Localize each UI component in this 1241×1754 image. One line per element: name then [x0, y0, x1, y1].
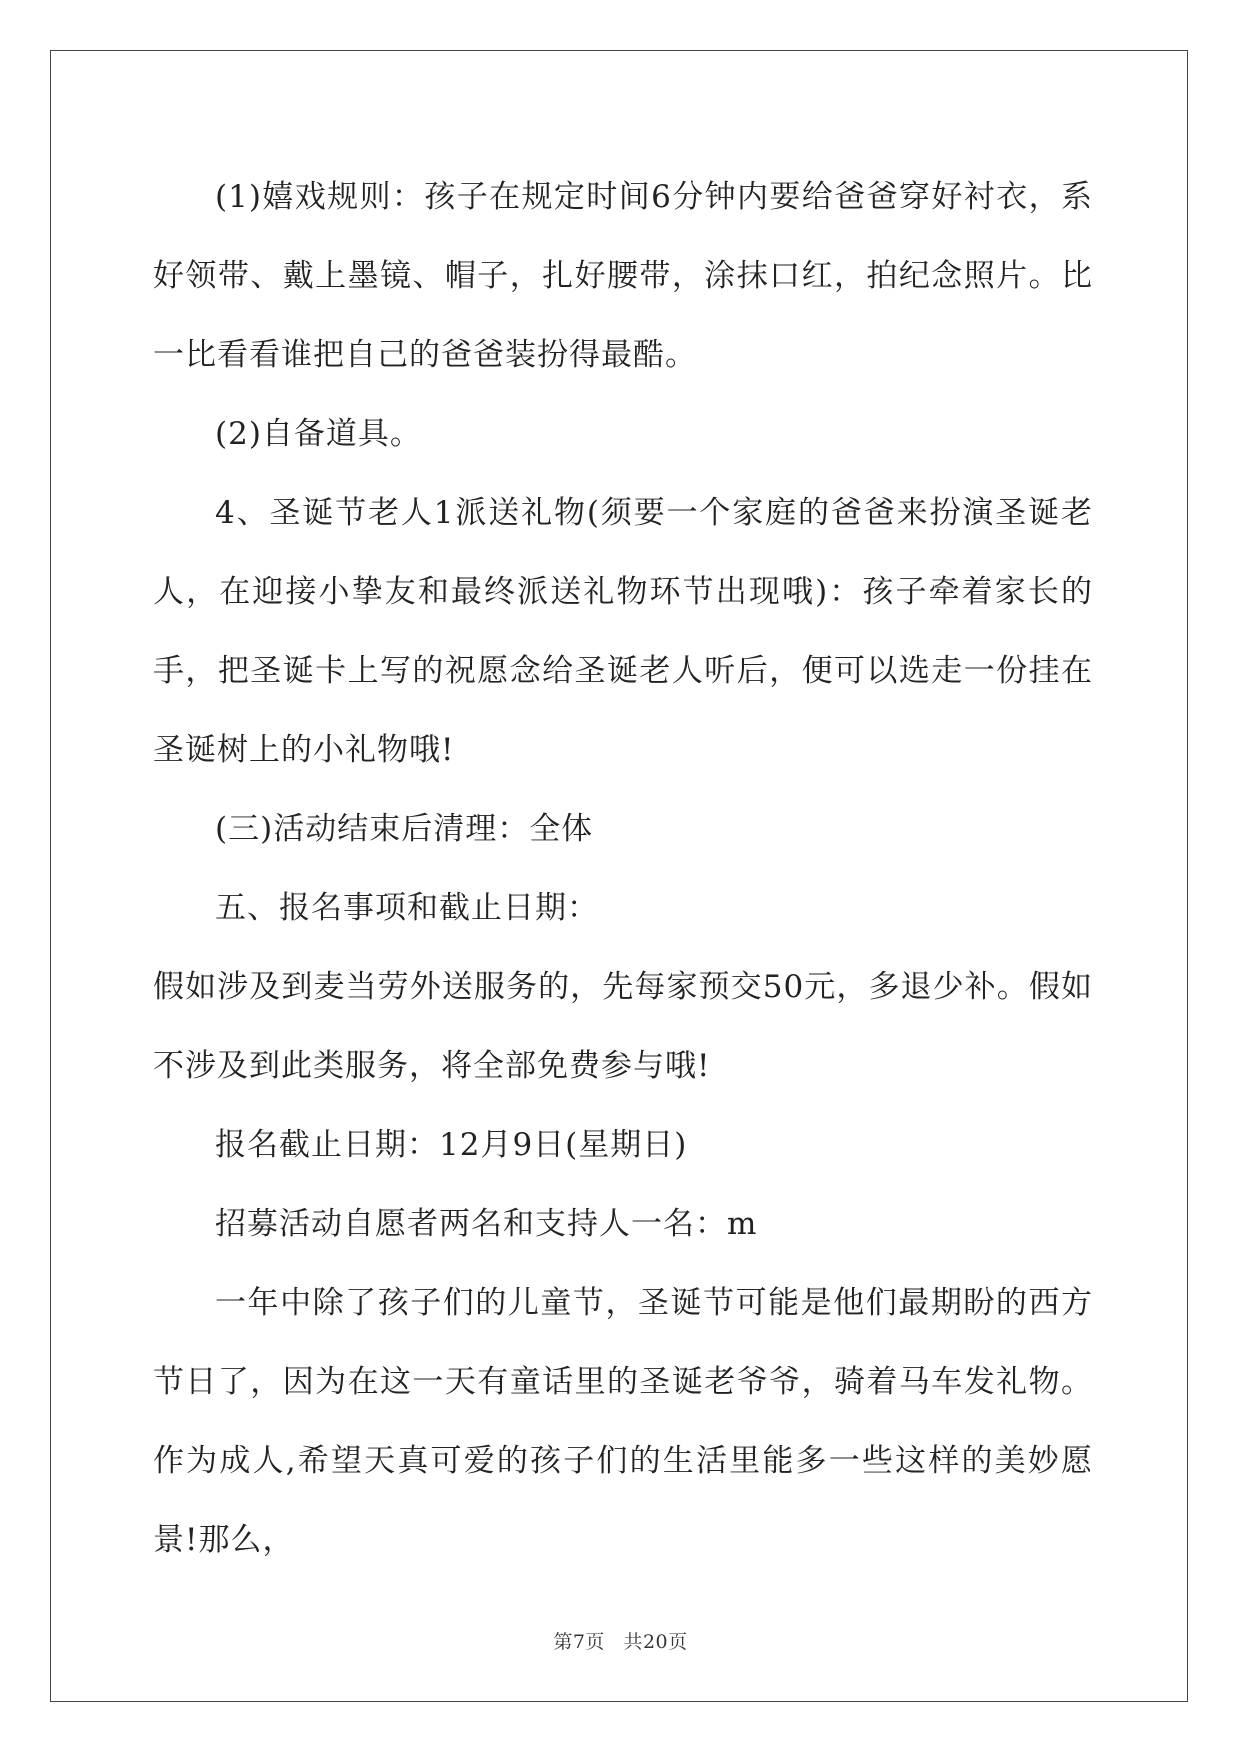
paragraph-registration-heading: 五、报名事项和截止日期：	[215, 890, 599, 926]
document-body	[153, 158, 1093, 1580]
page-number: 第7页	[553, 1631, 605, 1653]
paragraph-delivery-fee: 假如涉及到麦当劳外送服务的，先每家预交50元，多退少补。假如不涉及到此类服务，将全部免费参与哦!	[153, 969, 1093, 1084]
paragraph-game-rules: (1)嬉戏规则：孩子在规定时间6分钟内要给爸爸穿好衬衣，系好领带、戴上墨镜、帽子，扎好腰带，涂抹口红，拍纪念照片。比一比看看谁把自己的爸爸装扮得最酷。	[153, 179, 1093, 373]
paragraph-props: (2)自备道具。	[215, 416, 422, 452]
paragraph-intro: 一年中除了孩子们的儿童节，圣诞节可能是他们最期盼的西方节日了，因为在这一天有童话里的圣诞老爷爷，骑着马车发礼物。作为成人,希望天真可爱的孩子们的生活里能多一些这样的美妙愿景!那么，	[153, 1285, 1093, 1558]
paragraph-deadline: 报名截止日期：12月9日(星期日)	[215, 1127, 688, 1163]
paragraph-volunteers: 招募活动自愿者两名和支持人一名：m	[215, 1206, 758, 1242]
paragraph-santa-gifts: 4、圣诞节老人1派送礼物(须要一个家庭的爸爸来扮演圣诞老人，在迎接小挚友和最终派送礼物环节出现哦)：孩子牵着家长的手，把圣诞卡上写的祝愿念给圣诞老人听后，便可以选走一份挂在圣诞树上的小礼物哦!	[153, 495, 1093, 768]
total-pages: 共20页	[623, 1631, 688, 1653]
paragraph-cleanup: (三)活动结束后清理：全体	[215, 811, 594, 847]
page-footer	[0, 1627, 1241, 1654]
